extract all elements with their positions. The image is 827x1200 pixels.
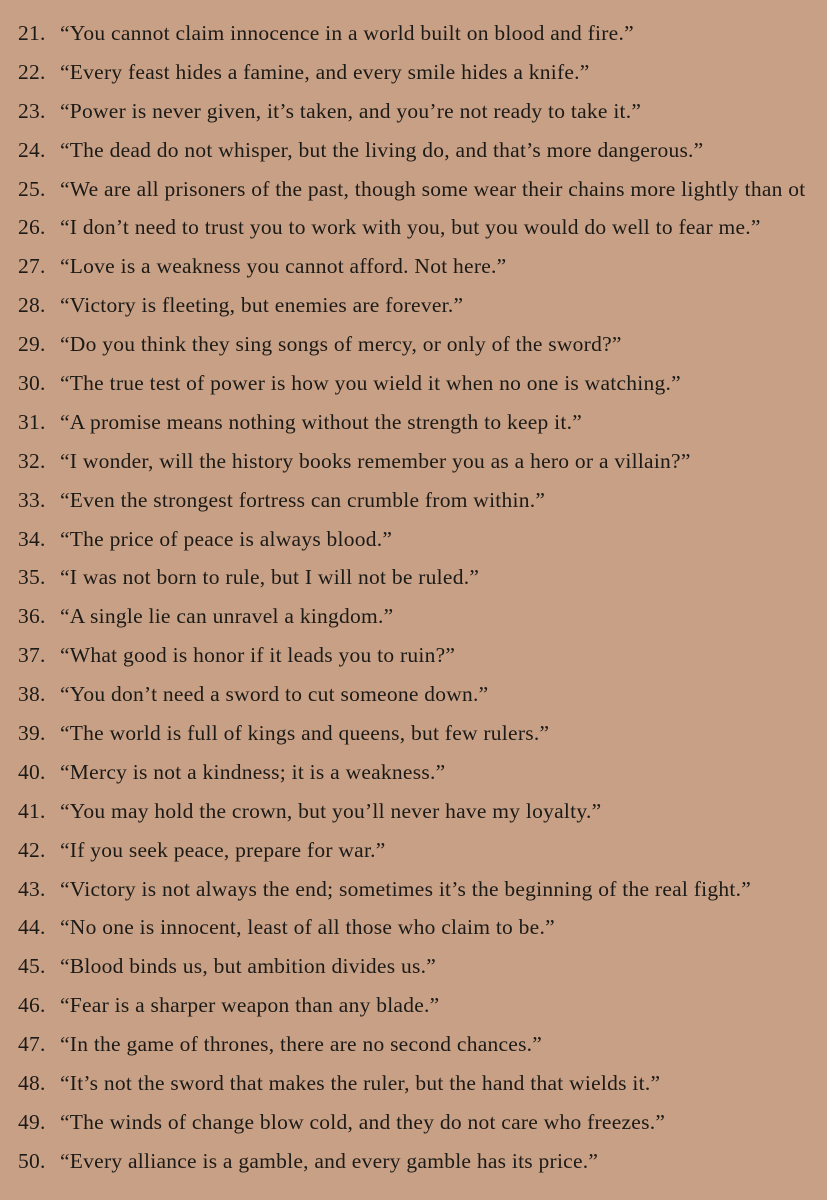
quote-item bbox=[0, 520, 827, 559]
quote-text: “The dead do not whisper, but the living do, and that’s more dangerous.” bbox=[60, 137, 704, 162]
quote-item bbox=[0, 675, 827, 714]
quote-text: “It’s not the sword that makes the ruler, but the hand that wields it.” bbox=[60, 1071, 661, 1096]
quote-item bbox=[0, 247, 827, 286]
quote-number: 38. bbox=[18, 682, 46, 707]
quote-text: “I was not born to rule, but I will not be ruled.” bbox=[60, 565, 480, 590]
quote-number: 28. bbox=[18, 293, 46, 318]
quote-text: “Even the strongest fortress can crumble from within.” bbox=[60, 487, 546, 512]
quote-number: 49. bbox=[18, 1109, 46, 1134]
quote-number: 47. bbox=[18, 1032, 46, 1057]
quote-text: “What good is honor if it leads you to ruin?” bbox=[60, 643, 456, 668]
quote-number: 41. bbox=[18, 798, 46, 823]
quote-number: 37. bbox=[18, 643, 46, 668]
quote-text: “I wonder, will the history books remember you as a hero or a villain?” bbox=[60, 448, 691, 473]
quote-item bbox=[0, 131, 827, 170]
quote-number: 21. bbox=[18, 21, 46, 45]
quote-item bbox=[0, 53, 827, 92]
quote-item bbox=[0, 286, 827, 325]
quote-item bbox=[0, 1142, 827, 1181]
quote-text: “Power is never given, it’s taken, and you’re not ready to take it.” bbox=[60, 98, 642, 123]
quote-number: 23. bbox=[18, 98, 46, 123]
quote-number: 36. bbox=[18, 604, 46, 629]
quote-item bbox=[0, 753, 827, 792]
quote-number: 26. bbox=[18, 215, 46, 240]
quote-text: “Do you think they sing songs of mercy, or only of the sword?” bbox=[60, 332, 622, 357]
quote-number: 29. bbox=[18, 332, 46, 357]
quote-text: “No one is innocent, least of all those who claim to be.” bbox=[60, 915, 555, 940]
quote-number: 31. bbox=[18, 409, 46, 434]
quote-text: “The world is full of kings and queens, but few rulers.” bbox=[60, 721, 550, 746]
quote-item bbox=[0, 1064, 827, 1103]
quote-number: 42. bbox=[18, 837, 46, 862]
quote-item bbox=[0, 403, 827, 442]
quote-number: 50. bbox=[18, 1148, 46, 1173]
quote-text: “In the game of thrones, there are no second chances.” bbox=[60, 1032, 543, 1057]
quote-item bbox=[0, 92, 827, 131]
quote-number: 25. bbox=[18, 176, 46, 201]
quote-text: “I don’t need to trust you to work with you, but you would do well to fear me.” bbox=[60, 215, 761, 240]
quote-item bbox=[0, 1103, 827, 1142]
quote-text: “Blood binds us, but ambition divides us.” bbox=[60, 954, 436, 979]
quote-number: 27. bbox=[18, 254, 46, 279]
quote-item bbox=[0, 364, 827, 403]
quote-text: “Every alliance is a gamble, and every gamble has its price.” bbox=[60, 1148, 599, 1173]
quote-text: “You may hold the crown, but you’ll never have my loyalty.” bbox=[60, 798, 602, 823]
quote-number: 45. bbox=[18, 954, 46, 979]
quote-item bbox=[0, 831, 827, 870]
quote-text: “Victory is fleeting, but enemies are forever.” bbox=[60, 293, 464, 318]
quote-item bbox=[0, 636, 827, 675]
quote-number: 39. bbox=[18, 721, 46, 746]
quote-item bbox=[0, 986, 827, 1025]
quote-text: “The true test of power is how you wield it when no one is watching.” bbox=[60, 371, 681, 396]
quote-item bbox=[0, 792, 827, 831]
quote-text: “If you seek peace, prepare for war.” bbox=[60, 837, 386, 862]
quote-number: 34. bbox=[18, 526, 46, 551]
quote-item bbox=[0, 208, 827, 247]
quote-item bbox=[0, 947, 827, 986]
quote-text: “A promise means nothing without the strength to keep it.” bbox=[60, 409, 583, 434]
quote-text: “Love is a weakness you cannot afford. Not here.” bbox=[60, 254, 507, 279]
quote-item bbox=[0, 1025, 827, 1064]
quote-number: 30. bbox=[18, 371, 46, 396]
quote-item bbox=[0, 714, 827, 753]
quote-text: “Fear is a sharper weapon than any blade.” bbox=[60, 993, 440, 1018]
quote-number: 33. bbox=[18, 487, 46, 512]
quote-number: 24. bbox=[18, 137, 46, 162]
quote-text: “We are all prisoners of the past, though some wear their chains more lightly than ot bbox=[60, 176, 806, 201]
quote-text: “A single lie can unravel a kingdom.” bbox=[60, 604, 394, 629]
quote-number: 44. bbox=[18, 915, 46, 940]
quote-text: “The price of peace is always blood.” bbox=[60, 526, 393, 551]
quote-number: 40. bbox=[18, 759, 46, 784]
quote-item bbox=[0, 870, 827, 909]
quote-text: “Mercy is not a kindness; it is a weakness.” bbox=[60, 759, 446, 784]
quote-item bbox=[0, 558, 827, 597]
quote-item bbox=[0, 442, 827, 481]
quote-number: 48. bbox=[18, 1071, 46, 1096]
quote-number: 35. bbox=[18, 565, 46, 590]
quote-text: “Victory is not always the end; sometimes it’s the beginning of the real fight.” bbox=[60, 876, 752, 901]
quote-item bbox=[0, 908, 827, 947]
quote-number: 22. bbox=[18, 59, 46, 84]
quote-item bbox=[0, 14, 827, 53]
quote-number: 32. bbox=[18, 448, 46, 473]
quote-text: “Every feast hides a famine, and every smile hides a knife.” bbox=[60, 59, 590, 84]
quote-item bbox=[0, 481, 827, 520]
quote-text: “You don’t need a sword to cut someone down.” bbox=[60, 682, 489, 707]
quote-item bbox=[0, 325, 827, 364]
quote-item bbox=[0, 170, 827, 209]
quote-item bbox=[0, 597, 827, 636]
quote-text: “You cannot claim innocence in a world built on blood and fire.” bbox=[60, 21, 634, 45]
quote-number: 43. bbox=[18, 876, 46, 901]
quote-text: “The winds of change blow cold, and they do not care who freezes.” bbox=[60, 1109, 666, 1134]
quote-number: 46. bbox=[18, 993, 46, 1018]
quote-list bbox=[0, 14, 827, 1181]
